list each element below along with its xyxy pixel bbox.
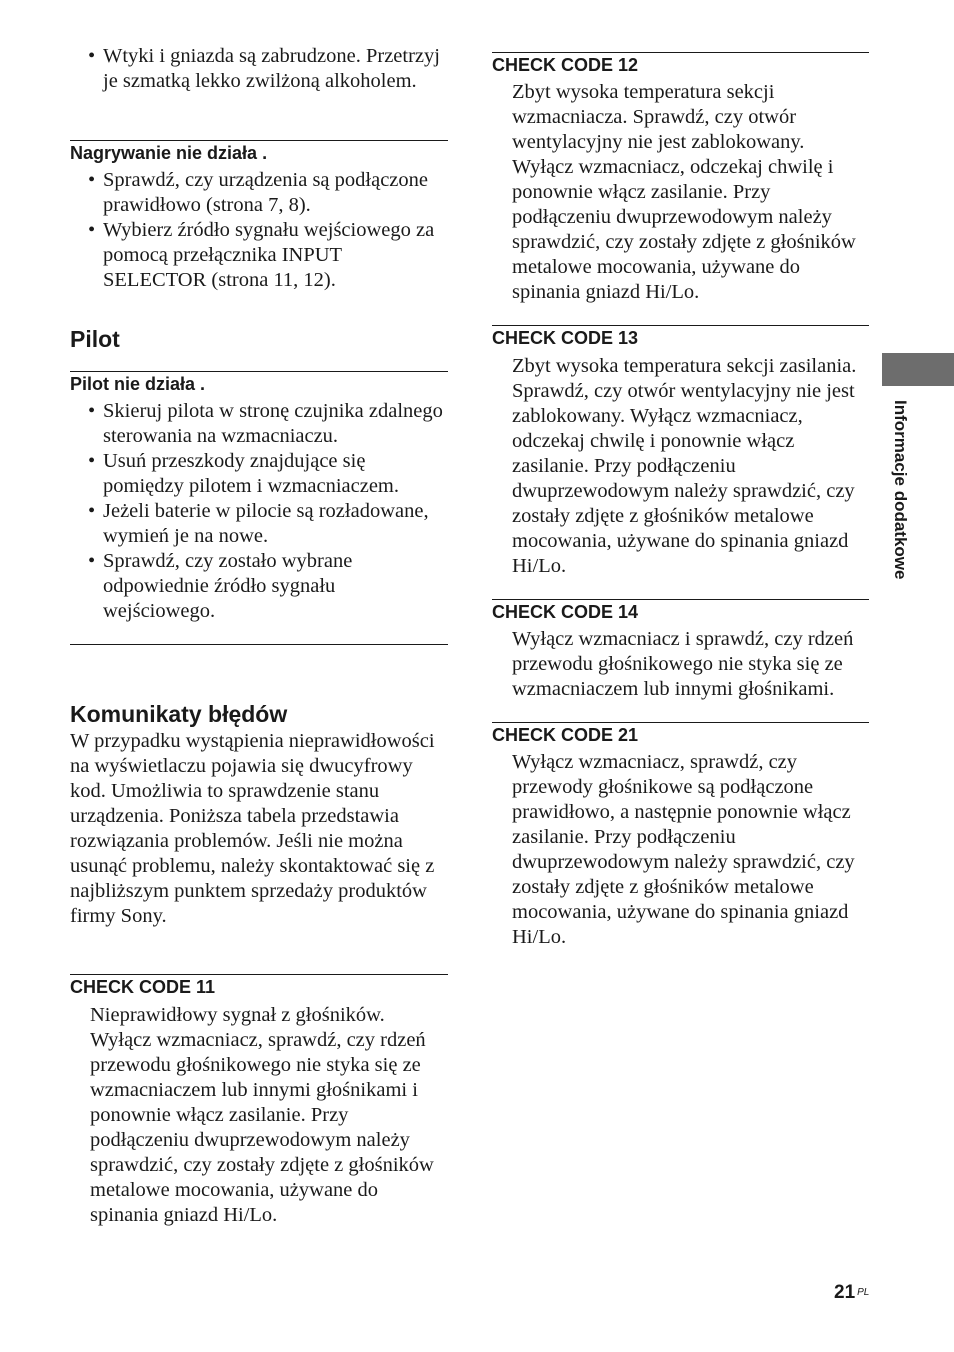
check-code-13-text: Zbyt wysoka temperatura sekcji zasilania. Sprawdź, czy otwór wentylacyjny nie jest zablokowany. Wyłącz wzmacniacz, odczekaj chwilę i ponownie włącz zasilanie. Przy podłączeniu dwuprzewodowym należy sprawdzić, czy zostały zdjęte z głośników metalowe mocowania, używane do spinania gniazd Hi/Lo. (512, 355, 857, 577)
remote-heading: Pilot nie działa . (70, 371, 448, 395)
side-section-label: Informacje dodatkowe (891, 400, 910, 580)
recording-bullet-list (70, 168, 448, 293)
list-item: • Skieruj pilota w stronę czujnika zdalnego sterowania na wzmacniaczu. (70, 399, 448, 449)
check-code-14-text: Wyłącz wzmacniacz i sprawdź, czy rdzeń przewodu głośnikowego nie styka się ze wzmacniaczem lub innymi głośnikami. (512, 628, 854, 700)
list-item: • Jeżeli baterie w pilocie są rozładowane, wymień je na nowe. (70, 499, 448, 549)
list-item: • Wybierz źródło sygnału wejściowego za pomocą przełącznika INPUT SELECTOR (strona 11, 12). (70, 218, 448, 293)
recording-heading: Nagrywanie nie działa . (70, 140, 448, 164)
page-number-value: 21 (834, 1282, 856, 1303)
check-code-14-heading: CHECK CODE 14 (492, 599, 869, 623)
section-tab-marker (882, 353, 954, 386)
check-code-21-heading: CHECK CODE 21 (492, 722, 869, 746)
remote-section-title: Pilot (70, 326, 120, 352)
list-item: • Sprawdź, czy zostało wybrane odpowiednie źródło sygnału wejściowego. (70, 549, 448, 624)
errors-intro-paragraph: W przypadku wystąpienia nieprawidłowości na wyświetlaczu pojawia się dwucyfrowy kod. Umożliwia to sprawdzenie stanu urządzenia. Poniższa tabela przedstawia rozwiązania problemów. Jeśli nie można usunąć problemu, należy skontaktować się z najbliższym punktem sprzedaży produktów firmy Sony. (70, 730, 435, 927)
check-code-11-heading: CHECK CODE 11 (70, 974, 448, 998)
check-code-21-text: Wyłącz wzmacniacz, sprawdź, czy przewody głośnikowe są podłączone prawidłowo, a następnie ponownie włącz zasilanie. Przy podłączeniu dwuprzewodowym należy sprawdzić, czy zostały zdjęte z głośników metalowe mocowania, używane do spinania gniazd Hi/Lo. (512, 751, 855, 948)
remote-bullet-list (70, 399, 448, 624)
page-number-suffix: PL (857, 1287, 870, 1298)
list-item: • Wtyki i gniazda są zabrudzone. Przetrzyj je szmatką lekko zwilżoną alkoholem. (70, 44, 448, 94)
list-item: • Sprawdź, czy urządzenia są podłączone prawidłowo (strona 7, 8). (70, 168, 448, 218)
check-code-13-heading: CHECK CODE 13 (492, 325, 869, 349)
check-code-12-text: Zbyt wysoka temperatura sekcji wzmacniacza. Sprawdź, czy otwór wentylacyjny nie jest zablokowany. Wyłącz wzmacniacz, odczekaj chwilę i ponownie włącz zasilanie. Przy podłączeniu dwuprzewodowym należy sprawdzić, czy zostały zdjęte z głośników metalowe mocowania, używane do spinania gniazd Hi/Lo. (512, 81, 856, 303)
list-item: • Usuń przeszkody znajdujące się pomiędzy pilotem i wzmacniaczem. (70, 449, 448, 499)
page-number (834, 1281, 869, 1305)
check-code-11-text: Nieprawidłowy sygnał z głośników. Wyłącz wzmacniacz, sprawdź, czy rdzeń przewodu głośnikowego nie styka się ze wzmacniaczem lub innymi głośnikami i ponownie włącz zasilanie. Przy podłączeniu dwuprzewodowym należy sprawdzić, czy zostały zdjęte z głośników metalowe mocowania, używane do spinania gniazd Hi/Lo. (90, 1004, 434, 1226)
intro-bullet-list (70, 44, 448, 94)
check-code-12-heading: CHECK CODE 12 (492, 52, 869, 76)
errors-section-title: Komunikaty błędów (70, 701, 288, 727)
section-divider (70, 644, 448, 645)
